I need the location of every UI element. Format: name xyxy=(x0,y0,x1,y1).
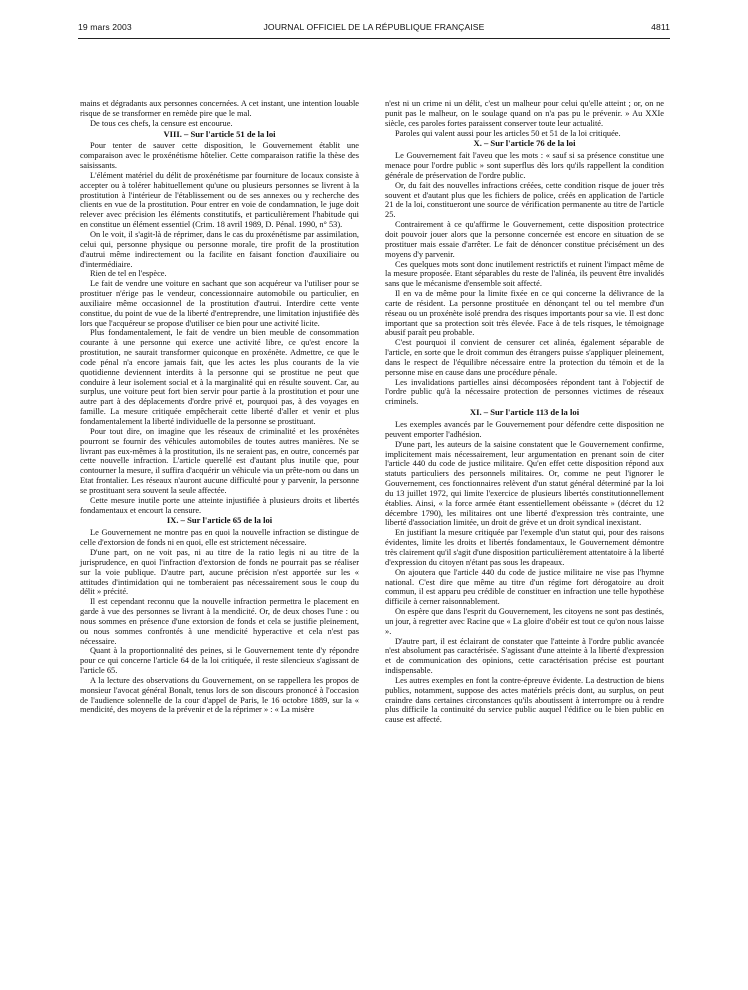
header-rule xyxy=(78,38,670,39)
page-header xyxy=(78,22,670,36)
paragraph: D'une part, on ne voit pas, ni au titre de la ratio legis ni au titre de la jurisprudence, en quoi l'infraction d'extorsion de fonds ne pourrait pas se réaliser sur la voie publique. D'autre part, aucune précision n'est apportée sur les « attitudes d'intimidation qui ne tomberaient pas nécessairement sous le coup du délit » précité. xyxy=(80,547,359,597)
left-column xyxy=(80,99,359,715)
paragraph: C'est pourquoi il convient de censurer cet alinéa, également séparable de l'article, en sorte que le droit commun des étrangers puisse s'appliquer pleinement, dans le respect de l'équilibre nécessaire entre la protection du témoin et de la personne mise en cause dans une procédure pénale. xyxy=(385,338,664,377)
paragraph: Les autres exemples en font la contre-épreuve évidente. La destruction de biens publics, notamment, suppose des actes matériels précis dont, au surplus, on peut craindre dans certaines circonstances qu'ils aboutissent à interrompre ou à rendre plus difficile la continuité du service public auquel l'édifice ou le bien public en cause est affecté. xyxy=(385,675,664,725)
paragraph: Contrairement à ce qu'affirme le Gouvernement, cette disposition protectrice doit pouvoir jouer alors que la personne concernée est encore en situation de se prostituer mais essaie d'arrêter. Le fait de dénoncer constitue précisément un des moyens d'y parvenir. xyxy=(385,220,664,259)
paragraph: Les exemples avancés par le Gouvernement pour défendre cette disposition ne peuvent emporter l'adhésion. xyxy=(385,420,664,439)
paragraph: Paroles qui valent aussi pour les articles 50 et 51 de la loi critiquée. xyxy=(395,128,621,138)
paragraph: A la lecture des observations du Gouvernement, on se rappellera les propos de monsieur l'avocat général Bonalt, tenus lors de son discours prononcé à l'occasion de l'audience solennelle de la cour d'appel de Paris, le 16 octobre 1889, sur la « mendicité, des moyens de la prévenir et de la réprimer » : « La misère xyxy=(80,675,359,715)
page-number: 4811 xyxy=(651,22,670,32)
paragraph: Cette mesure inutile porte une atteinte injustifiée à plusieurs droits et libertés fondamentaux et encourt la censure. xyxy=(80,495,359,515)
paragraph: On le voit, il s'agit-là de réprimer, dans le cas du proxénétisme par assimilation, celui qui, personne physique ou personne morale, tire profit de la prostitution d'autrui même indirectement ou la facilite en faisant fonction d'auxiliaire ou d'intermédiaire. xyxy=(80,229,359,269)
paragraph: En justifiant la mesure critiquée par l'exemple d'un statut qui, pour des raisons évidentes, limite les droits et libertés fondamentaux, le Gouvernement démontre très clairement qu'il s'agit d'une disposition particulièrement attentatoire à la liberté d'expression du citoyen n'étant pas sous les drapeaux. xyxy=(385,528,664,567)
paragraph: Le fait de vendre une voiture en sachant que son acquéreur va l'utiliser pour se prostituer n'érige pas le vendeur, concessionnaire automobile ou particulier, en auxiliaire même occasionnel de la prostitution d'autrui. Interdire cette vente constitue, du point de vue de la liberté d'entreprendre, une limitation injustifiée dès lors que l'acquéreur se propose d'utiliser ce bien pour une activité licite. xyxy=(80,279,359,328)
paragraph: n'est ni un crime ni un délit, c'est un malheur pour celui qu'elle atteint ; or, on ne punit pas le malheur, on le soulage quand on n'a pas pu le prévenir. » Au XXIe siècle, ces paroles fortes paraissent conserver toute leur actualité. xyxy=(385,99,664,128)
paragraph: On espère que dans l'esprit du Gouvernement, les citoyens ne sont pas destinés, un jour, à regretter avec Racine que « La gloire d'obéir est tout ce qu'on nous laisse ». xyxy=(385,607,664,636)
paragraph: Les invalidations partielles ainsi décomposées répondent tant à l'objectif de l'ordre public qu'à la nécessaire protection de personnes victimes de réseaux criminels. xyxy=(385,377,664,407)
paragraph: Pour tout dire, on imagine que les réseaux de criminalité et les proxénètes pourront se fournir des véhicules automobiles de toutes autres manières. Ne se livrant pas eux-mêmes à la prostitution, ils ne seraient pas, en outre, concernés par cette nouvelle infraction. L'article querellé est d'autant plus inutile que, pour contourner la mesure, il suffira d'acquérir un véhicule via un prête-nom ou dans un Etat frontalier. Les réseaux n'auront aucune difficulté pour y parvenir, la personne se prostituant sera souvent la seule affectée. xyxy=(80,426,359,495)
paragraph: L'élément matériel du délit de proxénétisme par fourniture de locaux consiste à accepter ou à tolérer habituellement qu'une ou plusieurs personnes se livrent à la prostitution à l'intérieur de l'établissement ou de ses annexes ou y recherche des clients en vue de la prostitution. Pour entrer en voie de condamnation, le juge doit relever avec précision les éléments constitutifs, et particulièrement l'habitude qui en constitue un élément essentiel (Crim. 18 avril 1989, D. Pénal. 1990, n° 53). xyxy=(80,170,359,230)
paragraph: D'autre part, il est éclairant de constater que l'atteinte à l'ordre public avancée n'est absolument pas caractérisée. S'agissant d'une atteinte à la liberté d'expression et de communication des opinions, cette caractérisation précise est pourtant indispensable. xyxy=(385,636,664,676)
header-date: 19 mars 2003 xyxy=(78,22,132,32)
paragraph: Rien de tel en l'espèce. xyxy=(90,269,167,279)
paragraph: Le Gouvernement ne montre pas en quoi la nouvelle infraction se distingue de celle d'extorsion de fonds ni en quoi, elle est strictement nécessaire. xyxy=(80,528,359,548)
section-heading: X. – Sur l'article 76 de la loi xyxy=(473,138,576,149)
section-heading: IX. – Sur l'article 65 de la loi xyxy=(166,515,273,526)
paragraph: Pour tenter de sauver cette disposition, le Gouvernement établit une comparaison avec le proxénétisme hôtelier. Cette comparaison ratifie la thèse des saisissants. xyxy=(80,141,359,171)
section-heading: VIII. – Sur l'article 51 de la loi xyxy=(163,128,276,139)
paragraph: Il est cependant reconnu que la nouvelle infraction permettra le placement en garde à vue des personnes se livrant à la mendicité. Or, de deux choses l'une : ou nous sommes en présence d'une extorsion de fonds et cela se justifie pleinement, ou nous sommes confrontés à une mendicité hyperactive et cela n'est pas nécessaire. xyxy=(80,597,359,646)
paragraph: D'une part, les auteurs de la saisine constatent que le Gouvernement confirme, implicitement mais nécessairement, leur argumentation en prenant soin de citer l'article 440 du code de justice militaire. Qu'en effet cette disposition répond aux statuts particuliers des personnels militaires. Or, comme ne peut l'ignorer le Gouvernement, ces fonctionnaires relèvent d'un statut général déterminé par la loi du 13 juillet 1972, qui limite l'exercice de plusieurs libertés constitutionnellement établies. Ainsi, « la force armée étant essentiellement obéissante » (décret du 12 décembre 1790), les militaires ont une liberté d'expression très contrainte, une liberté d'association limitée, un droit de grève et un droit syndical inexistant. xyxy=(385,439,664,528)
paragraph: De tous ces chefs, la censure est encourue. xyxy=(90,118,233,128)
paragraph: On ajoutera que l'article 440 du code de justice militaire ne vise pas l'hymne national. C'est dire que même au titre d'un régime fort dérogatoire au droit commun, il est apparu peu crédible de constituer en infraction une telle hypothèse difficile à cerner raisonnablement. xyxy=(385,567,664,607)
paragraph: Il en va de même pour la limite fixée en ce qui concerne la délivrance de la carte de résident. La personne prostituée en dénonçant tel ou tel membre d'un réseau ou un proxénète isolé prendra des risques importants pour sa vie. Il est donc important que sa protection soit très élevée. Face à de tels risques, le témoignage abusif paraît peu probable. xyxy=(385,289,664,338)
section-heading: XI. – Sur l'article 113 de la loi xyxy=(469,407,580,418)
right-column xyxy=(385,99,664,725)
paragraph: Le Gouvernement fait l'aveu que les mots : « sauf si sa présence constitue une menace pour l'ordre public » sont superflus dès lors qu'ils rappellent la condition générale de préservation de l'ordre public. xyxy=(385,151,664,180)
paragraph: Quant à la proportionnalité des peines, si le Gouvernement tente d'y répondre pour ce qui concerne l'article 64 de la loi critiquée, il reste silencieux s'agissant de l'article 65. xyxy=(80,646,359,676)
paragraph: Ces quelques mots sont donc inutilement restrictifs et ruinent l'impact même de la mesure proposée. Etant séparables du reste de l'alinéa, ils peuvent être invalidés sans que le mécanisme d'ensemble soit affecté. xyxy=(385,259,664,289)
paragraph: Plus fondamentalement, le fait de vendre un bien meuble de consommation courante à une personne qui exerce une activité libre, ce qu'est encore la prostitution, ne saurait transformer quiconque en proxénète. Admettre, ce que le code pénal n'a encore jamais fait, que les actes les plus courants de la vie quotidienne deviennent interdits à la personne qui se prostitue ne peut que conduire à leur isolement social et à la marginalité qui en résulte souvent. Car, au surplus, une voiture peut fort bien servir pour partie à la prostitution et pour une autre part à des déplacements d'ordre privé et, pourquoi pas, à des voyages en famille. La mesure critiquée empêcherait cette liberté d'aller et venir et plus fondamentalement la liberté individuelle de la personne se prostituant. xyxy=(80,328,359,426)
paragraph: Or, du fait des nouvelles infractions créées, cette condition risque de jouer très souvent et d'autant plus que les fichiers de police, créés en application de l'article 21 de la loi, constitueront une source de vérification permanente au titre de l'article 25. xyxy=(385,180,664,220)
paragraph: mains et dégradants aux personnes concernées. A cet instant, une intention louable risque de se transformer en remède pire que le mal. xyxy=(80,99,359,118)
journal-title: JOURNAL OFFICIEL DE LA RÉPUBLIQUE FRANÇAISE xyxy=(263,22,485,32)
